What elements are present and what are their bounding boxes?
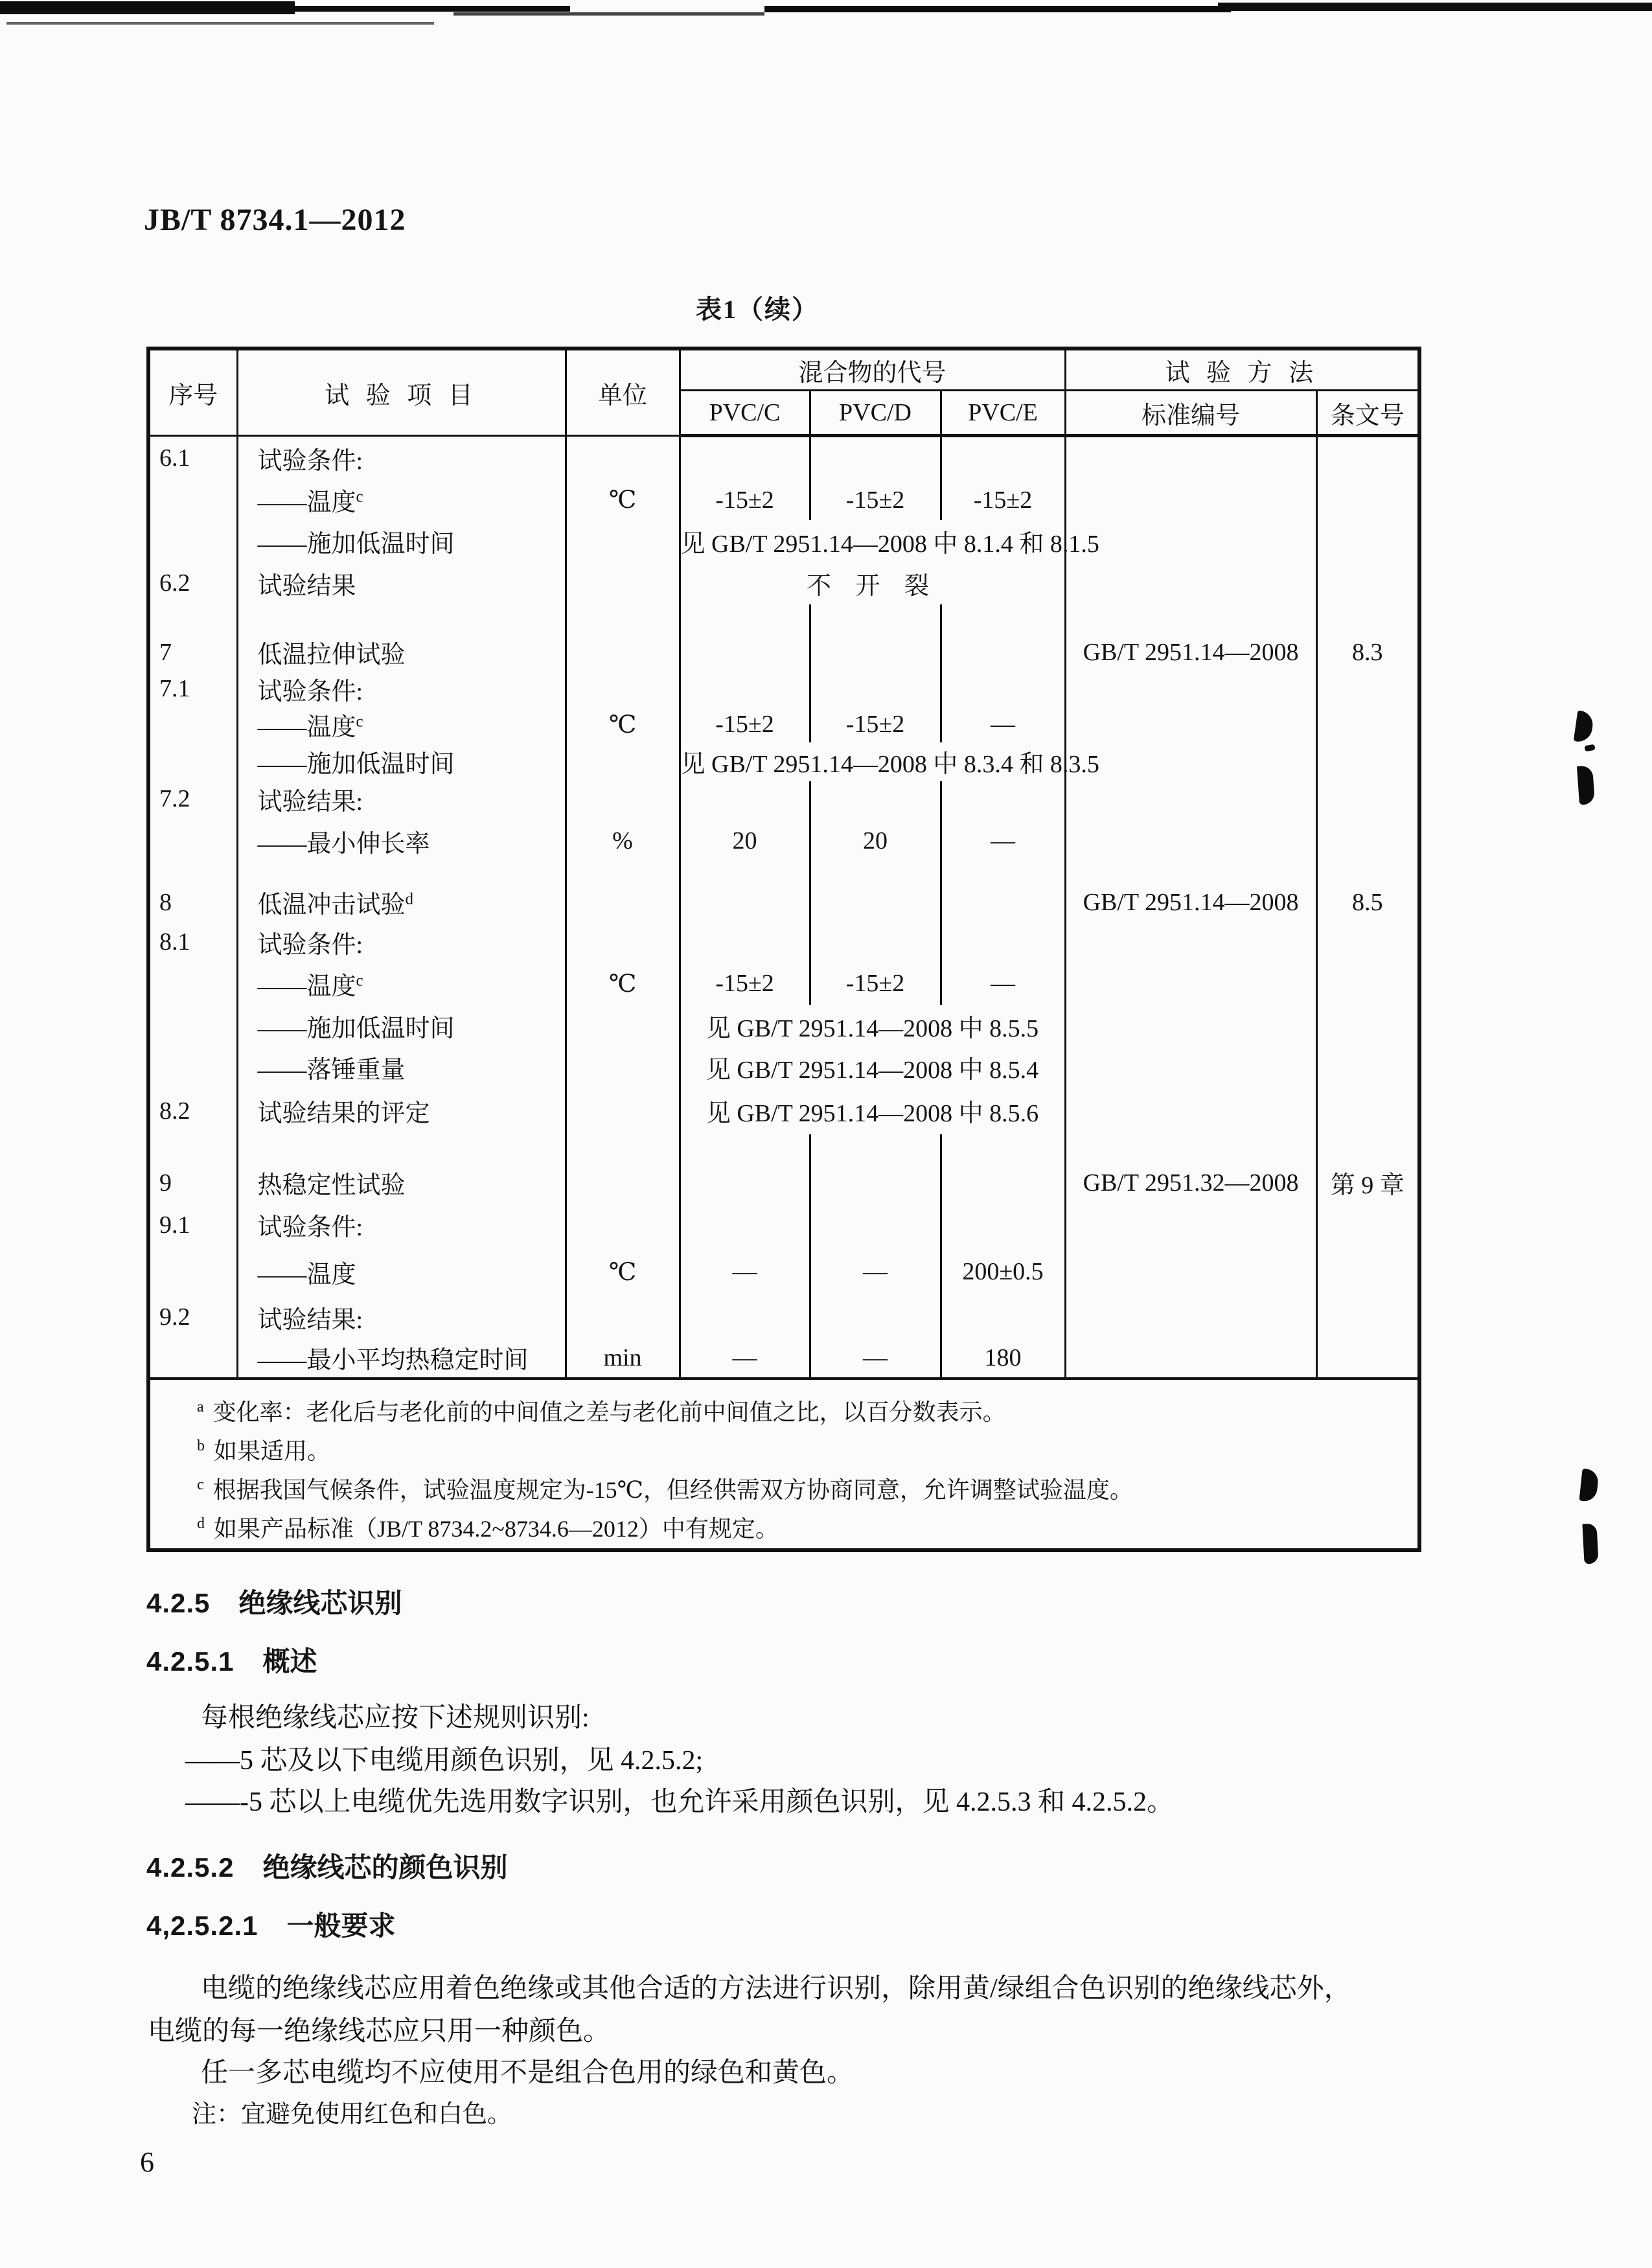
cell-pvc-c: -15±2 <box>680 707 810 742</box>
table-row <box>148 963 1419 1005</box>
cell-seq: 8.1 <box>148 922 237 963</box>
cell-span-note: 见 GB/T 2951.14—2008 中 8.5.5 <box>680 1005 1065 1047</box>
cell-clause: 第 9 章 <box>1316 1163 1419 1202</box>
cell-pvc-e: — <box>941 707 1065 742</box>
col-group-test-method: 试 验 方 法 <box>1065 349 1419 391</box>
col-header-pvc-c: PVC/C <box>680 391 810 436</box>
scan-artifact-top-band <box>6 22 434 25</box>
cell-unit: ℃ <box>566 963 680 1005</box>
paragraph-color-requirement-line2: 电缆的每一绝缘线芯应只用一种颜色。 <box>148 2017 611 2046</box>
table-row <box>148 922 1419 963</box>
cell-seq: 6.2 <box>148 562 237 604</box>
table-spacer-row <box>148 865 1419 883</box>
table-row <box>148 480 1419 520</box>
cell-pvc-e: 200±0.5 <box>941 1248 1065 1296</box>
document-code: JB/T 8734.1—2012 <box>144 203 406 237</box>
scan-artifact-mark <box>1577 765 1595 805</box>
scan-artifact-mark <box>1584 744 1595 752</box>
cell-pvc-e: -15±2 <box>941 480 1065 520</box>
cell-seq: 7.2 <box>148 781 237 817</box>
col-header-unit: 单位 <box>566 349 680 436</box>
cell-clause: 8.5 <box>1316 883 1419 922</box>
table-row <box>148 634 1419 671</box>
scan-artifact-top-band <box>292 6 570 12</box>
cell-item: 试验条件: <box>237 1202 566 1248</box>
table-row <box>148 1248 1419 1296</box>
footnote-b: $^b$ 如果适用。 <box>197 1437 331 1464</box>
scan-artifact-mark <box>1579 1469 1599 1502</box>
table-row <box>148 1163 1419 1202</box>
cell-pvc-d: -15±2 <box>810 963 941 1005</box>
table-spacer-row <box>148 1134 1419 1163</box>
table-row <box>148 742 1419 781</box>
table-row <box>148 1047 1419 1088</box>
cell-pvc-c: -15±2 <box>680 480 810 520</box>
footnote-a: $^a$ 变化率：老化后与老化前的中间值之差与老化前中间值之比，以百分数表示。 <box>197 1398 1006 1425</box>
cell-span-note: 见 GB/T 2951.14—2008 中 8.5.4 <box>680 1047 1065 1088</box>
cell-item: ——温度$^c$ <box>237 963 566 1005</box>
cell-seq: 9.2 <box>148 1296 237 1338</box>
col-header-seq: 序号 <box>148 349 237 436</box>
scan-artifact-top-band <box>0 1 295 14</box>
col-header-pvc-d: PVC/D <box>810 391 941 436</box>
table-row <box>148 883 1419 922</box>
table-title: 表1（续） <box>696 295 819 324</box>
col-group-mixture-code: 混合物的代号 <box>680 349 1065 391</box>
scan-artifact-mark <box>1574 710 1594 743</box>
table-row <box>148 671 1419 707</box>
note-avoid-colors: 注：宜避免使用红色和白色。 <box>192 2101 512 2128</box>
table-row <box>148 1088 1419 1134</box>
table-row <box>148 707 1419 742</box>
heading-4-2-5-2: 4.2.5.2 绝缘线芯的颜色识别 <box>146 1852 508 1883</box>
cell-clause: 8.3 <box>1316 634 1419 671</box>
table-row <box>148 436 1419 480</box>
cell-item: ——最小平均热稳定时间 <box>237 1338 566 1379</box>
cell-unit: ℃ <box>566 480 680 520</box>
footnote-d: $^d$ 如果产品标准（JB/T 8734.2~8734.6—2012）中有规定。 <box>197 1515 779 1542</box>
col-header-standard: 标准编号 <box>1065 391 1316 436</box>
heading-4-2-5: 4.2.5 绝缘线芯识别 <box>146 1588 402 1618</box>
cell-pvc-d: — <box>810 1338 941 1379</box>
paragraph-identification-rules: 每根绝缘线芯应按下述规则识别: <box>201 1703 590 1733</box>
table-row <box>148 1202 1419 1248</box>
cell-pvc-c: — <box>680 1248 810 1296</box>
cell-item: ——施加低温时间 <box>237 520 566 562</box>
cell-item: 试验条件: <box>237 922 566 963</box>
cell-item: 试验条件: <box>237 436 566 480</box>
cell-pvc-c: — <box>680 1338 810 1379</box>
scan-artifact-top-band <box>453 12 764 16</box>
cell-span-result: 不 开 裂 <box>680 562 1065 604</box>
cell-seq: 7 <box>148 634 237 671</box>
cell-item: 试验结果: <box>237 781 566 817</box>
cell-standard: GB/T 2951.32—2008 <box>1065 1163 1316 1202</box>
table-row <box>148 1005 1419 1047</box>
cell-item: ——施加低温时间 <box>237 1005 566 1047</box>
cell-pvc-d: — <box>810 1248 941 1296</box>
bullet-color-identification: ——5 芯及以下电缆用颜色识别，见 4.2.5.2; <box>185 1746 704 1776</box>
cell-unit: ℃ <box>566 707 680 742</box>
scan-artifact-mark <box>1582 1523 1598 1564</box>
cell-unit: ℃ <box>566 1248 680 1296</box>
cell-unit: min <box>566 1338 680 1379</box>
table-spacer-row <box>148 604 1419 634</box>
cell-item: ——温度$^c$ <box>237 480 566 520</box>
footnote-ref: c <box>356 488 363 506</box>
cell-seq: 8 <box>148 883 237 922</box>
table-row <box>148 781 1419 817</box>
cell-seq: 8.2 <box>148 1088 237 1134</box>
footnote-ref: d <box>405 890 414 908</box>
cell-item: ——落锤重量 <box>237 1047 566 1088</box>
cell-pvc-d: 20 <box>810 817 941 865</box>
cell-pvc-c: -15±2 <box>680 963 810 1005</box>
cell-standard: GB/T 2951.14—2008 <box>1065 883 1316 922</box>
table-row <box>148 520 1419 562</box>
col-header-item: 试 验 项 目 <box>237 349 566 436</box>
cell-span-note: 见 GB/T 2951.14—2008 中 8.3.4 和 8.3.5 <box>680 742 1065 781</box>
cell-standard: GB/T 2951.14—2008 <box>1065 634 1316 671</box>
table-header-row <box>148 349 1419 391</box>
cell-seq: 6.1 <box>148 436 237 480</box>
bullet-number-identification: ——-5 芯以上电缆优先选用数字识别，也允许采用颜色识别，见 4.2.5.3 和 4.2.5.2。 <box>185 1787 1174 1817</box>
footnote-ref: c <box>356 712 363 730</box>
table-footnotes <box>148 1379 1419 1550</box>
cell-item: ——施加低温时间 <box>237 742 566 781</box>
paragraph-color-requirement-line1: 电缆的绝缘线芯应用着色绝缘或其他合适的方法进行识别，除用黄/绿组合色识别的绝缘线芯外， <box>201 1974 1351 2004</box>
cell-pvc-c: 20 <box>680 817 810 865</box>
cell-pvc-d: -15±2 <box>810 707 941 742</box>
cell-pvc-d: -15±2 <box>810 480 941 520</box>
cell-item: ——最小伸长率 <box>237 817 566 865</box>
cell-item: 试验结果 <box>237 562 566 604</box>
heading-4-2-5-1: 4.2.5.1 概述 <box>146 1646 317 1677</box>
cell-item: 低温拉伸试验 <box>237 634 566 671</box>
cell-item: 试验结果: <box>237 1296 566 1338</box>
table-row <box>148 817 1419 865</box>
cell-item: 低温冲击试验$^d$ <box>237 883 566 922</box>
cell-seq: 7.1 <box>148 671 237 707</box>
cell-item: ——温度$^c$ <box>237 707 566 742</box>
cell-span-note: 见 GB/T 2951.14—2008 中 8.5.6 <box>680 1088 1065 1134</box>
col-header-pvc-e: PVC/E <box>941 391 1065 436</box>
scan-artifact-top-band <box>1218 3 1652 11</box>
heading-4-2-5-2-1: 4,2.5.2.1 一般要求 <box>146 1910 396 1941</box>
scan-artifact-top-band <box>764 6 1231 12</box>
col-header-clause: 条文号 <box>1316 391 1419 436</box>
cell-span-note: 见 GB/T 2951.14—2008 中 8.1.4 和 8.1.5 <box>680 520 1065 562</box>
table-row <box>148 1338 1419 1379</box>
table-row <box>148 1296 1419 1338</box>
cell-unit: % <box>566 817 680 865</box>
cell-pvc-e: — <box>941 817 1065 865</box>
cell-seq: 9 <box>148 1163 237 1202</box>
footnote-ref: c <box>356 971 363 989</box>
cell-pvc-e: — <box>941 963 1065 1005</box>
cell-item: 热稳定性试验 <box>237 1163 566 1202</box>
test-methods-table <box>146 347 1421 1552</box>
cell-item: ——温度 <box>237 1248 566 1296</box>
page-number: 6 <box>140 2146 154 2178</box>
table-row <box>148 562 1419 604</box>
paragraph-multicore-restriction: 任一多芯电缆均不应使用不是组合色用的绿色和黄色。 <box>201 2058 855 2088</box>
cell-pvc-e: 180 <box>941 1338 1065 1379</box>
cell-item: 试验结果的评定 <box>237 1088 566 1134</box>
cell-seq: 9.1 <box>148 1202 237 1248</box>
footnote-c: $^c$ 根据我国气候条件，试验温度规定为-15℃，但经供需双方协商同意，允许调整试验温度。 <box>197 1476 1133 1503</box>
cell-item: 试验条件: <box>237 671 566 707</box>
